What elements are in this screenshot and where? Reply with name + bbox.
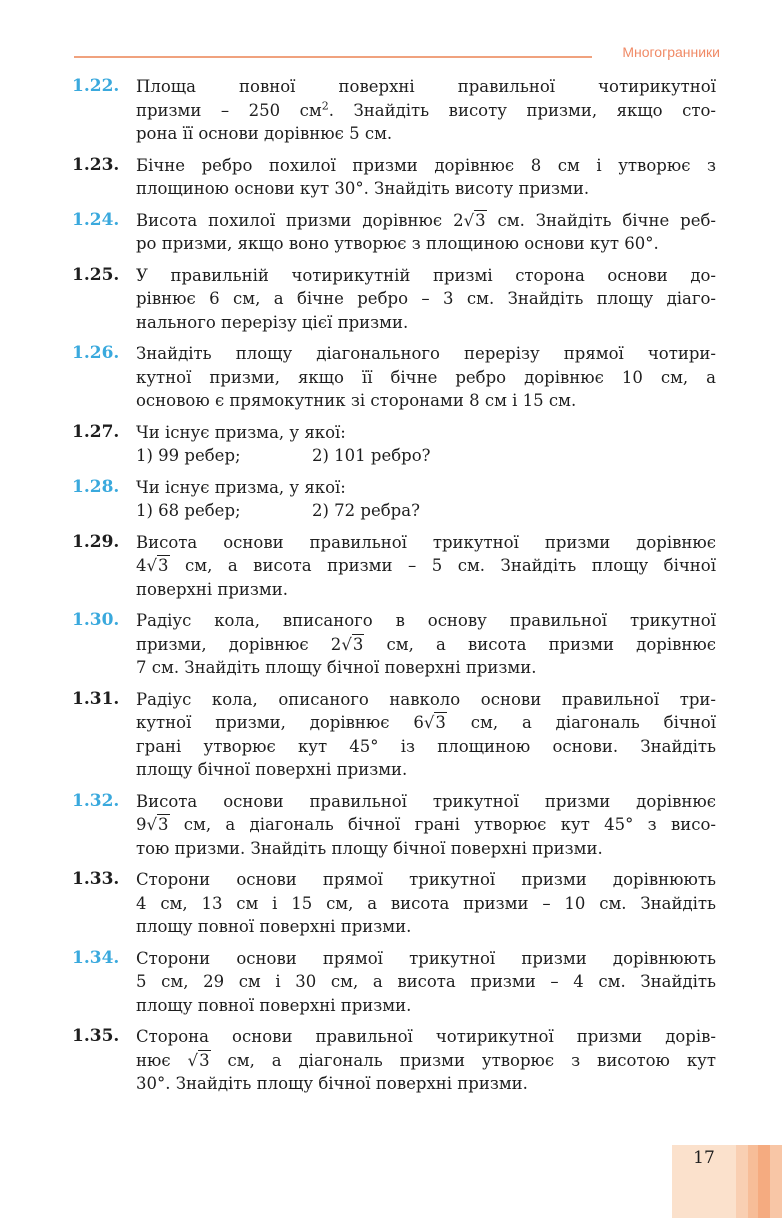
text-segment: см, а висота призми дорівнює — [364, 634, 716, 654]
text-segment: 7 см. Знайдіть площу бічної поверхні призми. — [136, 658, 537, 677]
text-line — [136, 232, 716, 256]
problem-number: 1.34. — [72, 947, 120, 968]
problem-item — [72, 75, 716, 146]
text-segment: см, а діагональ бічної грані утворює кут 45° з висо- — [169, 815, 716, 834]
text-line — [136, 915, 716, 939]
text-line — [136, 1025, 716, 1049]
options-line — [136, 499, 716, 523]
text-segment: кутної призми, дорівнює 6 — [136, 713, 424, 732]
text-segment: 4 — [136, 556, 147, 575]
radical-sign-icon: √ — [187, 1050, 199, 1070]
text-line — [136, 287, 716, 311]
problem-text — [136, 342, 716, 413]
problem-number: 1.32. — [72, 790, 120, 811]
problem-text — [136, 531, 716, 602]
corner-stripe — [736, 1145, 748, 1218]
corner-stripe — [758, 1145, 770, 1218]
text-segment: нального перерізу цієї призми. — [136, 312, 409, 332]
text-segment: Радіус кола, вписаного в основу правильної трикутної — [136, 611, 716, 630]
text-segment: 30°. Знайдіть площу бічної поверхні призми. — [136, 1074, 528, 1093]
text-line — [136, 1072, 716, 1096]
text-segment: площу повної поверхні призми. — [136, 917, 412, 936]
text-line — [136, 264, 716, 288]
text-line — [136, 994, 716, 1018]
text-segment: поверхні призми. — [136, 579, 289, 599]
radicand: 3 — [199, 1050, 210, 1070]
text-line — [136, 99, 716, 123]
radicand: 3 — [158, 556, 169, 575]
problem-item — [72, 1025, 716, 1096]
text-line — [136, 421, 716, 445]
text-segment: грані утворює кут 45° із площиною основи. Знайдіть — [136, 736, 716, 756]
problem-text — [136, 209, 716, 256]
problem-number: 1.24. — [72, 209, 120, 230]
text-segment: Сторона основи правильної чотирикутної призми дорів- — [136, 1027, 716, 1046]
text-segment: У правильній чотирикутній призмі сторона основи до- — [136, 265, 716, 285]
text-line — [136, 209, 716, 233]
section-title: Многогранники — [622, 44, 720, 60]
text-segment: . Знайдіть висоту призми, якщо сто- — [328, 100, 716, 120]
text-segment: Чи існує призма, у якої: — [136, 422, 346, 442]
superscript: 2 — [321, 99, 329, 112]
text-segment: Сторони основи прямої трикутної призми дорівнюють — [136, 948, 716, 968]
text-segment: см, а висота призми – 5 см. Знайдіть площу бічної — [169, 556, 716, 575]
text-segment: см. Знайдіть бічне реб- — [486, 210, 716, 230]
text-segment: Площа повної поверхні правильної чотирикутної — [136, 77, 716, 96]
radical-sign-icon: √ — [146, 556, 158, 575]
problem-text — [136, 154, 716, 201]
text-segment: Бічне ребро похилої призми дорівнює 8 см і утворює з — [136, 155, 716, 175]
text-segment: призми – 250 см — [136, 100, 322, 120]
text-segment: Чи існує призма, у якої: — [136, 477, 346, 497]
problem-item — [72, 421, 716, 468]
problem-text — [136, 476, 716, 523]
problem-item — [72, 476, 716, 523]
radical-sign-icon: √ — [463, 210, 475, 230]
problem-list — [72, 75, 716, 1104]
corner-stripe — [770, 1145, 782, 1218]
text-line — [136, 892, 716, 916]
problem-item — [72, 790, 716, 861]
text-segment: кутної призми, якщо її бічне ребро дорівнює 10 см, а — [136, 367, 716, 387]
problem-number: 1.33. — [72, 869, 120, 889]
text-line — [136, 554, 716, 578]
problem-text — [136, 264, 716, 335]
problem-number: 1.31. — [72, 688, 120, 709]
text-line — [136, 735, 716, 759]
problem-item — [72, 609, 716, 680]
problem-number: 1.22. — [72, 76, 120, 96]
problem-number: 1.28. — [72, 476, 120, 497]
radical-sign-icon: √ — [146, 815, 158, 834]
text-segment: см, а діагональ бічної — [446, 713, 716, 732]
problem-text — [136, 947, 716, 1018]
problem-number: 1.30. — [72, 610, 120, 630]
text-line — [136, 947, 716, 971]
text-line — [136, 531, 716, 555]
text-segment: Сторони основи прямої трикутної призми дорівнюють — [136, 870, 716, 889]
text-segment: Радіус кола, описаного навколо основи правильної три- — [136, 689, 716, 709]
problem-text — [136, 688, 716, 782]
text-segment: 9 — [136, 815, 147, 834]
problem-number: 1.27. — [72, 421, 120, 442]
radicand: 3 — [158, 815, 169, 834]
corner-stripe — [748, 1145, 758, 1218]
text-line — [136, 609, 716, 633]
problem-number: 1.26. — [72, 343, 120, 363]
text-line — [136, 177, 716, 201]
text-line — [136, 633, 716, 657]
problem-text — [136, 421, 716, 468]
text-segment: рона її основи дорівнює 5 см. — [136, 124, 393, 143]
text-line — [136, 389, 716, 413]
problem-item — [72, 209, 716, 256]
radicand: 3 — [435, 713, 446, 732]
text-segment: ро призми, якщо воно утворює з площиною основи кут 60°. — [136, 234, 659, 253]
text-segment: основою є прямокутник зі сторонами 8 см і 15 см. — [136, 391, 577, 410]
problem-item — [72, 947, 716, 1018]
problem-item — [72, 342, 716, 413]
text-line — [136, 342, 716, 366]
problem-number: 1.35. — [72, 1026, 120, 1046]
problem-item — [72, 868, 716, 939]
problem-number: 1.29. — [72, 531, 120, 552]
text-line — [136, 578, 716, 602]
options-line — [136, 444, 716, 468]
option-item: 2) 101 ребро? — [312, 446, 431, 465]
text-segment: нює — [136, 1050, 188, 1070]
problem-number: 1.23. — [72, 154, 120, 175]
text-line — [136, 366, 716, 390]
problem-number: 1.25. — [72, 264, 120, 285]
text-segment: Висота основи правильної трикутної призми дорівнює — [136, 532, 716, 552]
text-segment: площу бічної поверхні призми. — [136, 760, 408, 779]
option-item: 1) 99 ребер; — [136, 446, 241, 465]
text-segment: см, а діагональ призми утворює з висотою кут — [210, 1050, 716, 1070]
text-segment: Знайдіть площу діагонального перерізу прямої чотири- — [136, 344, 716, 363]
text-line — [136, 711, 716, 735]
text-line — [136, 1049, 716, 1073]
text-line — [136, 758, 716, 782]
text-segment: площу повної поверхні призми. — [136, 995, 412, 1015]
text-line — [136, 868, 716, 892]
problem-item — [72, 154, 716, 201]
text-line — [136, 75, 716, 99]
text-segment: Висота похилої призми дорівнює 2 — [136, 210, 464, 230]
text-segment: тою призми. Знайдіть площу бічної поверхні призми. — [136, 838, 603, 858]
problem-item — [72, 264, 716, 335]
text-line — [136, 813, 716, 837]
text-line — [136, 837, 716, 861]
text-line — [136, 122, 716, 146]
text-line — [136, 311, 716, 335]
text-line — [136, 790, 716, 814]
text-line — [136, 656, 716, 680]
text-segment: Висота основи правильної трикутної призми дорівнює — [136, 791, 716, 811]
text-segment: 5 см, 29 см і 30 см, а висота призми – 4 см. Знайдіть — [136, 972, 716, 991]
page-number: 17 — [693, 1148, 715, 1168]
problem-item — [72, 531, 716, 602]
problem-item — [72, 688, 716, 782]
problem-text — [136, 1025, 716, 1096]
option-item: 2) 72 ребра? — [312, 501, 420, 520]
radicand: 3 — [352, 634, 364, 654]
text-line — [136, 476, 716, 500]
text-line — [136, 688, 716, 712]
problem-text — [136, 868, 716, 939]
text-line — [136, 154, 716, 178]
problem-text — [136, 790, 716, 861]
radical-sign-icon: √ — [341, 634, 352, 654]
radical-sign-icon: √ — [423, 713, 435, 732]
problem-text — [136, 609, 716, 680]
header-rule — [74, 56, 592, 58]
text-line — [136, 970, 716, 994]
problem-text — [136, 75, 716, 146]
text-segment: рівнює 6 см, а бічне ребро – 3 см. Знайдіть площу діаго- — [136, 289, 716, 308]
radicand: 3 — [475, 210, 486, 230]
text-segment: призми, дорівнює 2 — [136, 634, 342, 654]
text-segment: 4 см, 13 см і 15 см, а висота призми – 10 см. Знайдіть — [136, 893, 716, 913]
option-item: 1) 68 ребер; — [136, 501, 241, 520]
text-segment: площиною основи кут 30°. Знайдіть висоту призми. — [136, 179, 590, 198]
